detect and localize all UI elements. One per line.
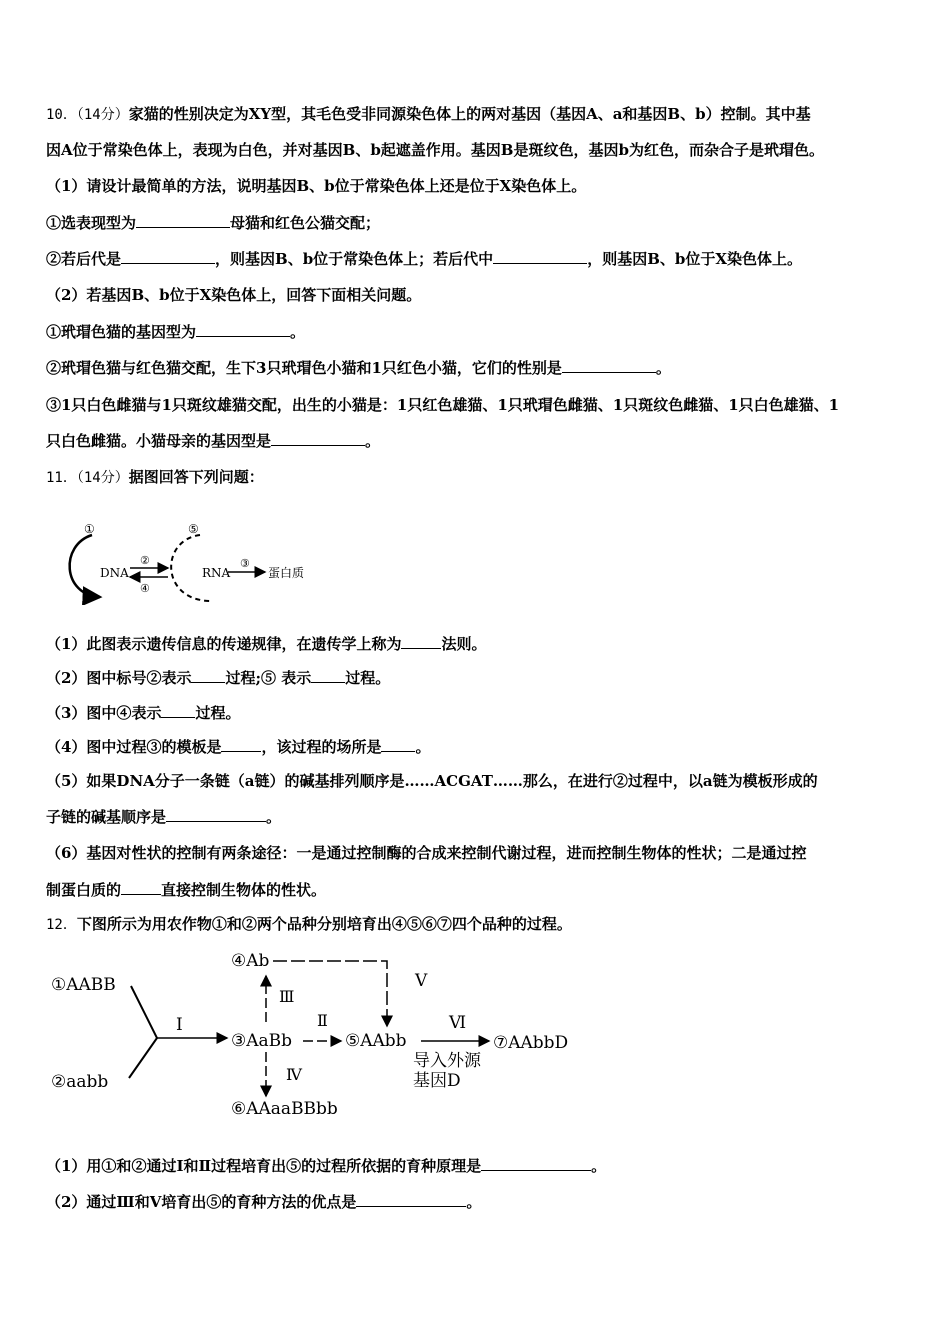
dna-label: DNA	[100, 566, 129, 580]
q11-title: 11．（14分）据图回答下列问题：	[46, 468, 264, 486]
node-7: ⑦AAbbD	[493, 1033, 569, 1053]
q10-number: 10．（14分）	[46, 107, 129, 123]
protein-label: 蛋白质	[268, 566, 305, 580]
answer-blank[interactable]	[166, 807, 266, 822]
q10-sub2-item3-cont: 只白色雌猫。小猫母亲的基因型是 。	[46, 432, 381, 450]
replication-arc	[70, 535, 100, 597]
node-3: ③AaBb	[231, 1031, 293, 1051]
q11-sub5-cont: 子链的碱基顺序是 。	[46, 808, 282, 826]
label-1: ①	[84, 522, 95, 536]
node-1: ①AABB	[51, 975, 116, 995]
answer-blank[interactable]	[562, 358, 656, 373]
note-2: 基因D	[413, 1071, 461, 1091]
q10-line1: 10．（14分）家猫的性别决定为XY型，其毛色受非同源染色体上的两对基因（基因A、a和基因B、b）控制。其中基	[46, 105, 811, 123]
label-III: Ⅲ	[279, 987, 295, 1006]
answer-blank[interactable]	[271, 431, 365, 446]
answer-blank[interactable]	[481, 1156, 591, 1171]
q12-sub2: （2）通过Ⅲ和Ⅴ培育出⑤的育种方法的优点是 。	[46, 1193, 482, 1211]
node-5: ⑤AAbb	[345, 1031, 407, 1051]
q10-sub2: （2）若基因B、b位于X染色体上，回答下面相关问题。	[46, 286, 422, 304]
answer-blank[interactable]	[311, 668, 345, 683]
q11-sub3: （3）图中④表示 过程。	[46, 704, 241, 722]
answer-blank[interactable]	[356, 1192, 466, 1207]
q11-sub2: （2）图中标号②表示 过程;⑤ 表示 过程。	[46, 669, 391, 687]
label-IV: Ⅳ	[286, 1065, 302, 1084]
q11-sub1: （1）此图表示遗传信息的传递规律，在遗传学上称为 法则。	[46, 635, 487, 653]
label-5: ⑤	[188, 522, 199, 536]
answer-blank[interactable]	[401, 634, 441, 649]
q12-title: 12．下图所示为用农作物①和②两个品种分别培育出④⑤⑥⑦四个品种的过程。	[46, 915, 572, 933]
q10-sub1-item2: ②若后代是 ，则基因B、b位于常染色体上；若后代中 ，则基因B、b位于X染色体上。	[46, 250, 802, 268]
q11-sub5: （5）如果DNA分子一条链（a链）的碱基排列顺序是……ACGAT……那么，在进行②过程中，以a链为模板形成的	[46, 772, 818, 790]
answer-blank[interactable]	[381, 737, 415, 752]
label-II: Ⅱ	[317, 1011, 328, 1030]
answer-blank[interactable]	[121, 880, 161, 895]
q10-sub2-item1: ①玳瑁色猫的基因型为 。	[46, 323, 306, 341]
answer-blank[interactable]	[191, 668, 225, 683]
answer-blank[interactable]	[493, 249, 587, 264]
q10-sub1: （1）请设计最简单的方法，说明基因B、b位于常染色体上还是位于X染色体上。	[46, 177, 587, 195]
q11-sub6-cont: 制蛋白质的 直接控制生物体的性状。	[46, 881, 327, 899]
q10-sub1-item1: ①选表现型为 母猫和红色公猫交配；	[46, 214, 381, 232]
q12-sub1: （1）用①和②通过Ⅰ和Ⅱ过程培育出⑤的过程所依据的育种原理是 。	[46, 1157, 607, 1175]
answer-blank[interactable]	[161, 703, 195, 718]
node-2: ②aabb	[51, 1072, 109, 1092]
node-6: ⑥AAaaBBbb	[231, 1099, 338, 1119]
label-2: ②	[140, 554, 150, 567]
cross-lines	[129, 986, 157, 1078]
node-4: ④Ab	[231, 951, 270, 971]
label-3: ③	[240, 557, 250, 570]
label-VI: Ⅵ	[449, 1013, 467, 1033]
answer-blank[interactable]	[136, 213, 230, 228]
q11-sub6: （6）基因对性状的控制有两条途径：一是通过控制酶的合成来控制代谢过程，进而控制生物体的性状；二是通过控	[46, 844, 807, 862]
central-dogma-diagram	[60, 515, 320, 605]
q12-number: 12．	[46, 917, 77, 933]
note-1: 导入外源	[413, 1051, 481, 1071]
answer-blank[interactable]	[196, 322, 290, 337]
label-V: Ⅴ	[415, 971, 428, 991]
q11-number: 11．（14分）	[46, 470, 129, 486]
rna-label: RNA	[202, 566, 231, 580]
q10-line2: 因A位于常染色体上，表现为白色，并对基因B、b起遮盖作用。基因B是斑纹色，基因b为红色，而杂合子是玳瑁色。	[46, 141, 824, 159]
q10-sub2-item2: ②玳瑁色猫与红色猫交配，生下3只玳瑁色小猫和1只红色小猫，它们的性别是 。	[46, 359, 671, 377]
q11-sub4: （4）图中过程③的模板是 ，该过程的场所是 。	[46, 738, 431, 756]
answer-blank[interactable]	[121, 249, 215, 264]
label-4: ④	[140, 582, 150, 595]
label-I: Ⅰ	[176, 1015, 183, 1035]
breeding-diagram	[45, 942, 605, 1127]
q10-sub2-item3: ③1只白色雌猫与1只斑纹雄猫交配，出生的小猫是：1只红色雄猫、1只玳瑁色雌猫、1只斑纹色雌猫、1只白色雄猫、1	[46, 396, 840, 414]
answer-blank[interactable]	[221, 737, 261, 752]
